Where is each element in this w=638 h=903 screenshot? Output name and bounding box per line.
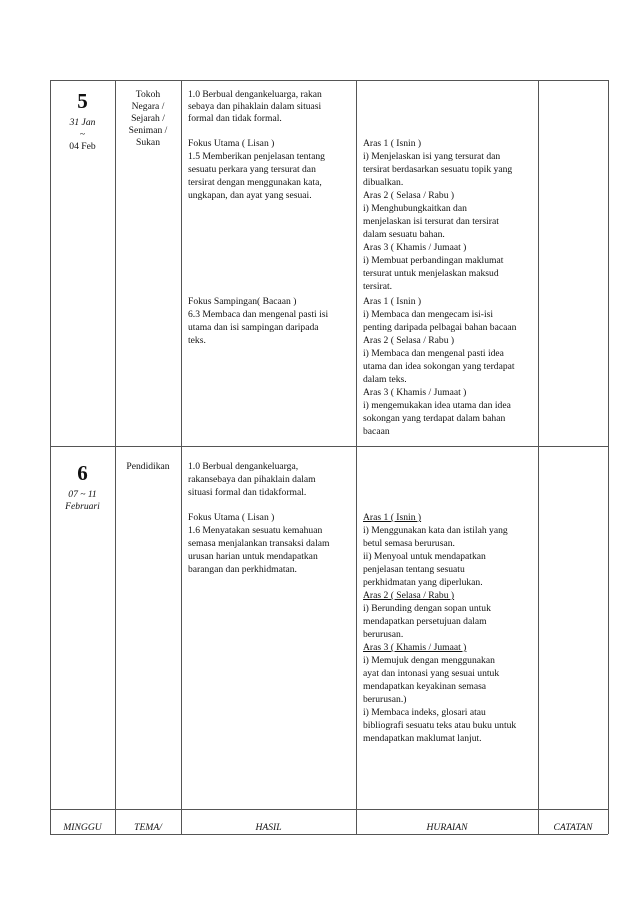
week-date-line: 31 Jan bbox=[69, 117, 96, 128]
week-date-line: 07 ~ 11 bbox=[68, 489, 97, 500]
huraian-line: berurusan. bbox=[363, 629, 404, 640]
huraian-line: Aras 2 ( Selasa / Rabu ) bbox=[363, 190, 455, 201]
hasil-line: 6.3 Membaca dan mengenal pasti isi bbox=[188, 309, 329, 320]
huraian-line: i) Membaca dan mengecam isi-isi bbox=[363, 309, 494, 320]
hasil-line: 1.0 Berbual dengankeluarga, rakan bbox=[188, 89, 322, 100]
row-divider-footer-top bbox=[50, 809, 608, 810]
huraian-line: mendapatkan keyakinan semasa bbox=[363, 681, 487, 692]
column-header-catatan: CATATAN bbox=[553, 822, 593, 833]
huraian-line: Aras 2 ( Selasa / Rabu ) bbox=[363, 335, 455, 346]
hasil-line: Fokus Utama ( Lisan ) bbox=[188, 512, 275, 523]
hasil-line: formal dan tidak formal. bbox=[188, 113, 282, 124]
col-border-right bbox=[608, 80, 609, 834]
hasil-line: sesuatu perkara yang tersurat dan bbox=[188, 164, 316, 175]
huraian-line: Aras 1 ( Isnin ) bbox=[363, 296, 422, 307]
huraian-line: mendapatkan maklumat lanjut. bbox=[363, 733, 482, 744]
footer-bottom-border bbox=[50, 834, 608, 835]
huraian-line: i) Menggunakan kata dan istilah yang bbox=[363, 525, 508, 536]
hasil-line: situasi formal dan tidakformal. bbox=[188, 487, 307, 498]
huraian-line: Aras 3 ( Khamis / Jumaat ) bbox=[363, 242, 467, 253]
huraian-line: ii) Menyoal untuk mendapatkan bbox=[363, 551, 486, 562]
column-header-hasil: HASIL bbox=[255, 822, 282, 833]
column-header-huraian: HURAIAN bbox=[426, 822, 468, 833]
huraian-line: tersirat. bbox=[363, 281, 393, 292]
hasil-line: 1.0 Berbual dengankeluarga, bbox=[188, 461, 299, 472]
huraian-line: utama dan idea sokongan yang terdapat bbox=[363, 361, 515, 372]
huraian-line: i) Menjelaskan isi yang tersurat dan bbox=[363, 151, 501, 162]
tema-line: Sejarah / bbox=[131, 113, 165, 124]
week-number: 5 bbox=[77, 89, 88, 113]
huraian-line: tersirat berdasarkan sesuatu topik yang bbox=[363, 164, 513, 175]
huraian-line: Aras 1 ( Isnin ) bbox=[363, 512, 422, 523]
tema-line: Seniman / bbox=[128, 125, 168, 136]
hasil-line: sebaya dan pihaklain dalam situasi bbox=[188, 101, 322, 112]
row-divider bbox=[50, 446, 608, 447]
huraian-line: bacaan bbox=[363, 426, 390, 437]
huraian-line: i) Membaca indeks, glosari atau bbox=[363, 707, 486, 718]
huraian-line: i) Menghubungkaitkan dan bbox=[363, 203, 467, 214]
hasil-line: teks. bbox=[188, 335, 206, 346]
huraian-line: tersurat untuk menjelaskan maksud bbox=[363, 268, 499, 279]
huraian-line: Aras 2 ( Selasa / Rabu ) bbox=[363, 590, 455, 601]
hasil-line: 1.5 Memberikan penjelasan tentang bbox=[188, 151, 325, 162]
huraian-line: betul semasa berurusan. bbox=[363, 538, 455, 549]
hasil-line: urusan harian untuk mendapatkan bbox=[188, 551, 318, 562]
huraian-line: penting daripada pelbagai bahan bacaan bbox=[363, 322, 517, 333]
hasil-line: Fokus Utama ( Lisan ) bbox=[188, 138, 275, 149]
huraian-line: ayat dan intonasi yang sesuai untuk bbox=[363, 668, 500, 679]
column-header-tema: TEMA/ bbox=[134, 822, 162, 833]
week-date-line: Februari bbox=[65, 501, 100, 512]
col-border-2 bbox=[181, 80, 182, 834]
huraian-line: mendapatkan persetujuan dalam bbox=[363, 616, 487, 627]
week-date-line: 04 Feb bbox=[69, 141, 96, 152]
col-border-left bbox=[50, 80, 51, 834]
huraian-line: Aras 1 ( Isnin ) bbox=[363, 138, 422, 149]
huraian-line: perkhidmatan yang diperlukan. bbox=[363, 577, 483, 588]
hasil-line: semasa menjalankan transaksi dalam bbox=[188, 538, 330, 549]
tema-line: Pendidikan bbox=[126, 461, 170, 472]
huraian-line: i) Membaca dan mengenal pasti idea bbox=[363, 348, 504, 359]
huraian-line: dibualkan. bbox=[363, 177, 404, 188]
huraian-line: i) Membuat perbandingan maklumat bbox=[363, 255, 504, 266]
week-date-line: ~ bbox=[79, 129, 86, 140]
col-border-3 bbox=[356, 80, 357, 834]
huraian-line: menjelaskan isi tersurat dan tersirat bbox=[363, 216, 499, 227]
hasil-line: utama dan isi sampingan daripada bbox=[188, 322, 319, 333]
huraian-line: i) Berunding dengan sopan untuk bbox=[363, 603, 491, 614]
column-header-minggu: MINGGU bbox=[63, 822, 102, 833]
hasil-line: tersirat dengan menggunakan kata, bbox=[188, 177, 322, 188]
col-border-4 bbox=[538, 80, 539, 834]
table-top-border bbox=[50, 80, 608, 81]
hasil-line: rakansebaya dan pihaklain dalam bbox=[188, 474, 316, 485]
week-number: 6 bbox=[77, 461, 88, 485]
hasil-line: 1.6 Menyatakan sesuatu kemahuan bbox=[188, 525, 323, 536]
huraian-line: sokongan yang terdapat dalam bahan bbox=[363, 413, 506, 424]
huraian-line: penjelasan tentang sesuatu bbox=[363, 564, 465, 575]
hasil-line: barangan dan perkhidmatan. bbox=[188, 564, 297, 575]
huraian-line: dalam teks. bbox=[363, 374, 407, 385]
huraian-line: Aras 3 ( Khamis / Jumaat ) bbox=[363, 642, 467, 653]
tema-line: Negara / bbox=[131, 101, 165, 112]
tema-line: Sukan bbox=[136, 137, 160, 148]
hasil-line: Fokus Sampingan( Bacaan ) bbox=[188, 296, 297, 307]
tema-line: Tokoh bbox=[135, 89, 161, 100]
huraian-line: i) mengemukakan idea utama dan idea bbox=[363, 400, 511, 411]
hasil-line: ungkapan, dan ayat yang sesuai. bbox=[188, 190, 312, 201]
huraian-line: i) Memujuk dengan menggunakan bbox=[363, 655, 495, 666]
huraian-line: Aras 3 ( Khamis / Jumaat ) bbox=[363, 387, 467, 398]
col-border-1 bbox=[115, 80, 116, 834]
huraian-line: berurusan.) bbox=[363, 694, 407, 705]
huraian-line: dalam sesuatu bahan. bbox=[363, 229, 445, 240]
huraian-line: bibliografi sesuatu teks atau buku untuk bbox=[363, 720, 517, 731]
